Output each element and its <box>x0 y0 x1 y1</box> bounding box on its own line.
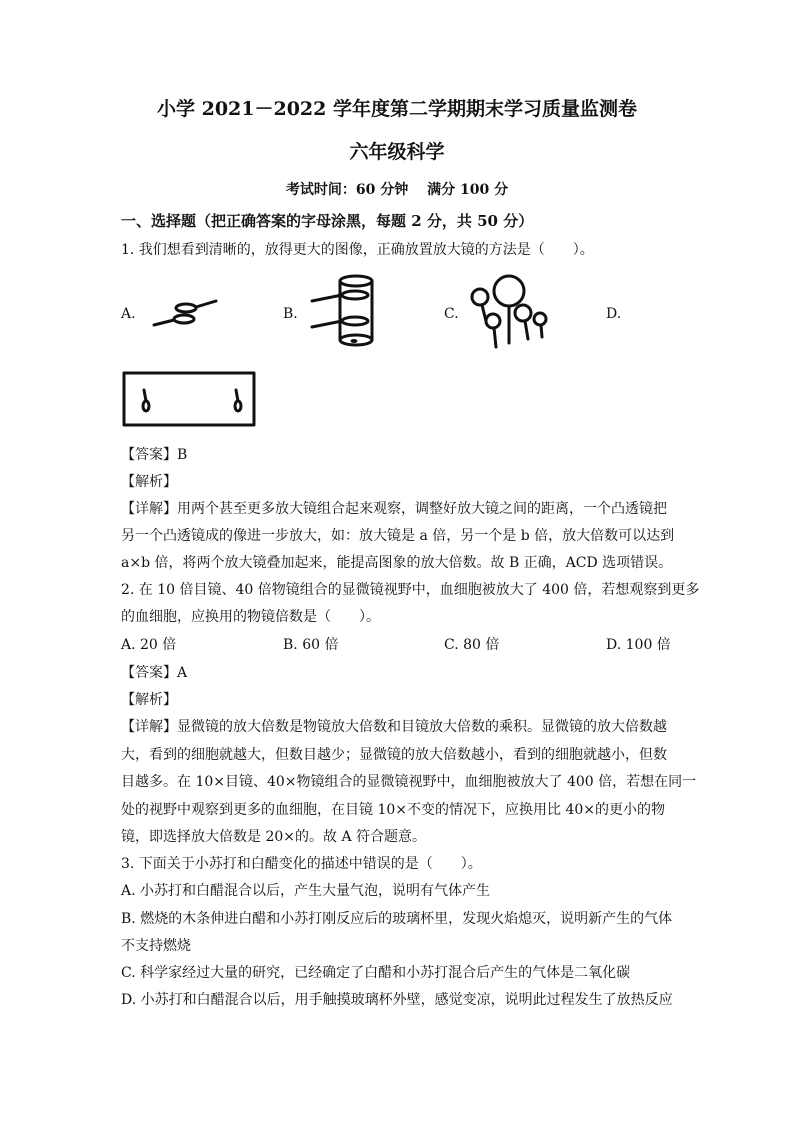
q2-option-d: D. 100 倍 <box>606 637 671 653</box>
q1-option-c-magnifier-figure <box>468 273 558 353</box>
q2-analysis-label: 【解析】 <box>121 692 177 708</box>
q3-stem: 3. 下面关于小苏打和白醋变化的描述中错误的是（ ）。 <box>121 856 482 872</box>
q3-option-b-line-2: 不支持燃烧 <box>121 938 191 954</box>
q1-detail-line-2: 另一个凸透镜成的像进一步放大，如：放大镜是 a 倍，另一个是 b 倍，放大倍数可以达到 <box>121 528 675 544</box>
q3-option-b-line-1: B. 燃烧的木条伸进白醋和小苏打刚反应后的玻璃杯里，发现火焰熄灭，说明新产生的气体 <box>121 911 673 927</box>
q3-option-d: D. 小苏打和白醋混合以后，用手触摸玻璃杯外壁，感觉变凉，说明此过程发生了放热反应 <box>121 992 673 1008</box>
q1-answer: 【答案】B <box>121 447 188 463</box>
q1-option-d-magnifier-figure <box>122 370 256 430</box>
q1-option-c-label: C. <box>444 306 459 322</box>
exam-subject: 六年级科学 <box>349 141 445 163</box>
q3-option-a: A. 小苏打和白醋混合以后，产生大量气泡，说明有气体产生 <box>121 883 491 899</box>
section-heading: 一、选择题（把正确答案的字母涂黑，每题 2 分，共 50 分） <box>121 212 534 230</box>
q2-stem-line-2: 的血细胞，应换用的物镜倍数是（ ）。 <box>121 609 380 625</box>
q1-analysis-label: 【解析】 <box>121 474 177 490</box>
q2-option-a: A. 20 倍 <box>121 637 177 653</box>
exam-time-info: 考试时间：60 分钟 满分 100 分 <box>285 182 509 198</box>
q2-detail-line-2: 大，看到的细胞就越大，但数目越少；显微镜的放大倍数越小，看到的细胞就越小，但数 <box>121 747 667 763</box>
q1-stem: 1. 我们想看到清晰的，放得更大的图像，正确放置放大镜的方法是（ ）。 <box>121 242 594 258</box>
q1-option-d-label: D. <box>606 306 622 322</box>
q3-option-c: C. 科学家经过大量的研究，已经确定了白醋和小苏打混合后产生的气体是二氧化碳 <box>121 965 631 981</box>
q2-detail-line-1: 【详解】显微镜的放大倍数是物镜放大倍数和目镜放大倍数的乘积。显微镜的放大倍数越 <box>121 719 667 735</box>
exam-title: 小学 2021－2022 学年度第二学期期末学习质量监测卷 <box>157 98 637 120</box>
q2-option-c: C. 80 倍 <box>444 637 500 653</box>
q1-option-a-label: A. <box>121 306 136 322</box>
q1-option-b-label: B. <box>283 306 298 322</box>
q2-option-b: B. 60 倍 <box>283 637 339 653</box>
q1-detail-line-1: 【详解】用两个甚至更多放大镜组合起来观察，调整好放大镜之间的距离，一个凸透镜把 <box>121 501 667 517</box>
q2-detail-line-4: 处的视野中观察到更多的血细胞，在目镜 10×不变的情况下，应换用比 40×的更小的物 <box>121 802 665 818</box>
q2-detail-line-5: 镜，即选择放大倍数是 20×的。故 A 符合题意。 <box>121 829 427 845</box>
q1-detail-line-3: a×b 倍，将两个放大镜叠加起来，能提高图象的放大倍数。故 B 正确，ACD 选项错误。 <box>121 555 673 571</box>
q1-option-b-magnifier-figure <box>308 270 378 350</box>
q1-option-a-magnifier-figure <box>148 292 228 332</box>
q2-stem-line-1: 2. 在 10 倍目镜、40 倍物镜组合的显微镜视野中，血细胞被放大了 400 倍，若想观察到更多 <box>121 582 700 598</box>
q2-answer: 【答案】A <box>121 665 188 681</box>
q2-detail-line-3: 目越多。在 10×目镜、40×物镜组合的显微镜视野中，血细胞被放大了 400 倍，若想在同一 <box>121 774 697 790</box>
